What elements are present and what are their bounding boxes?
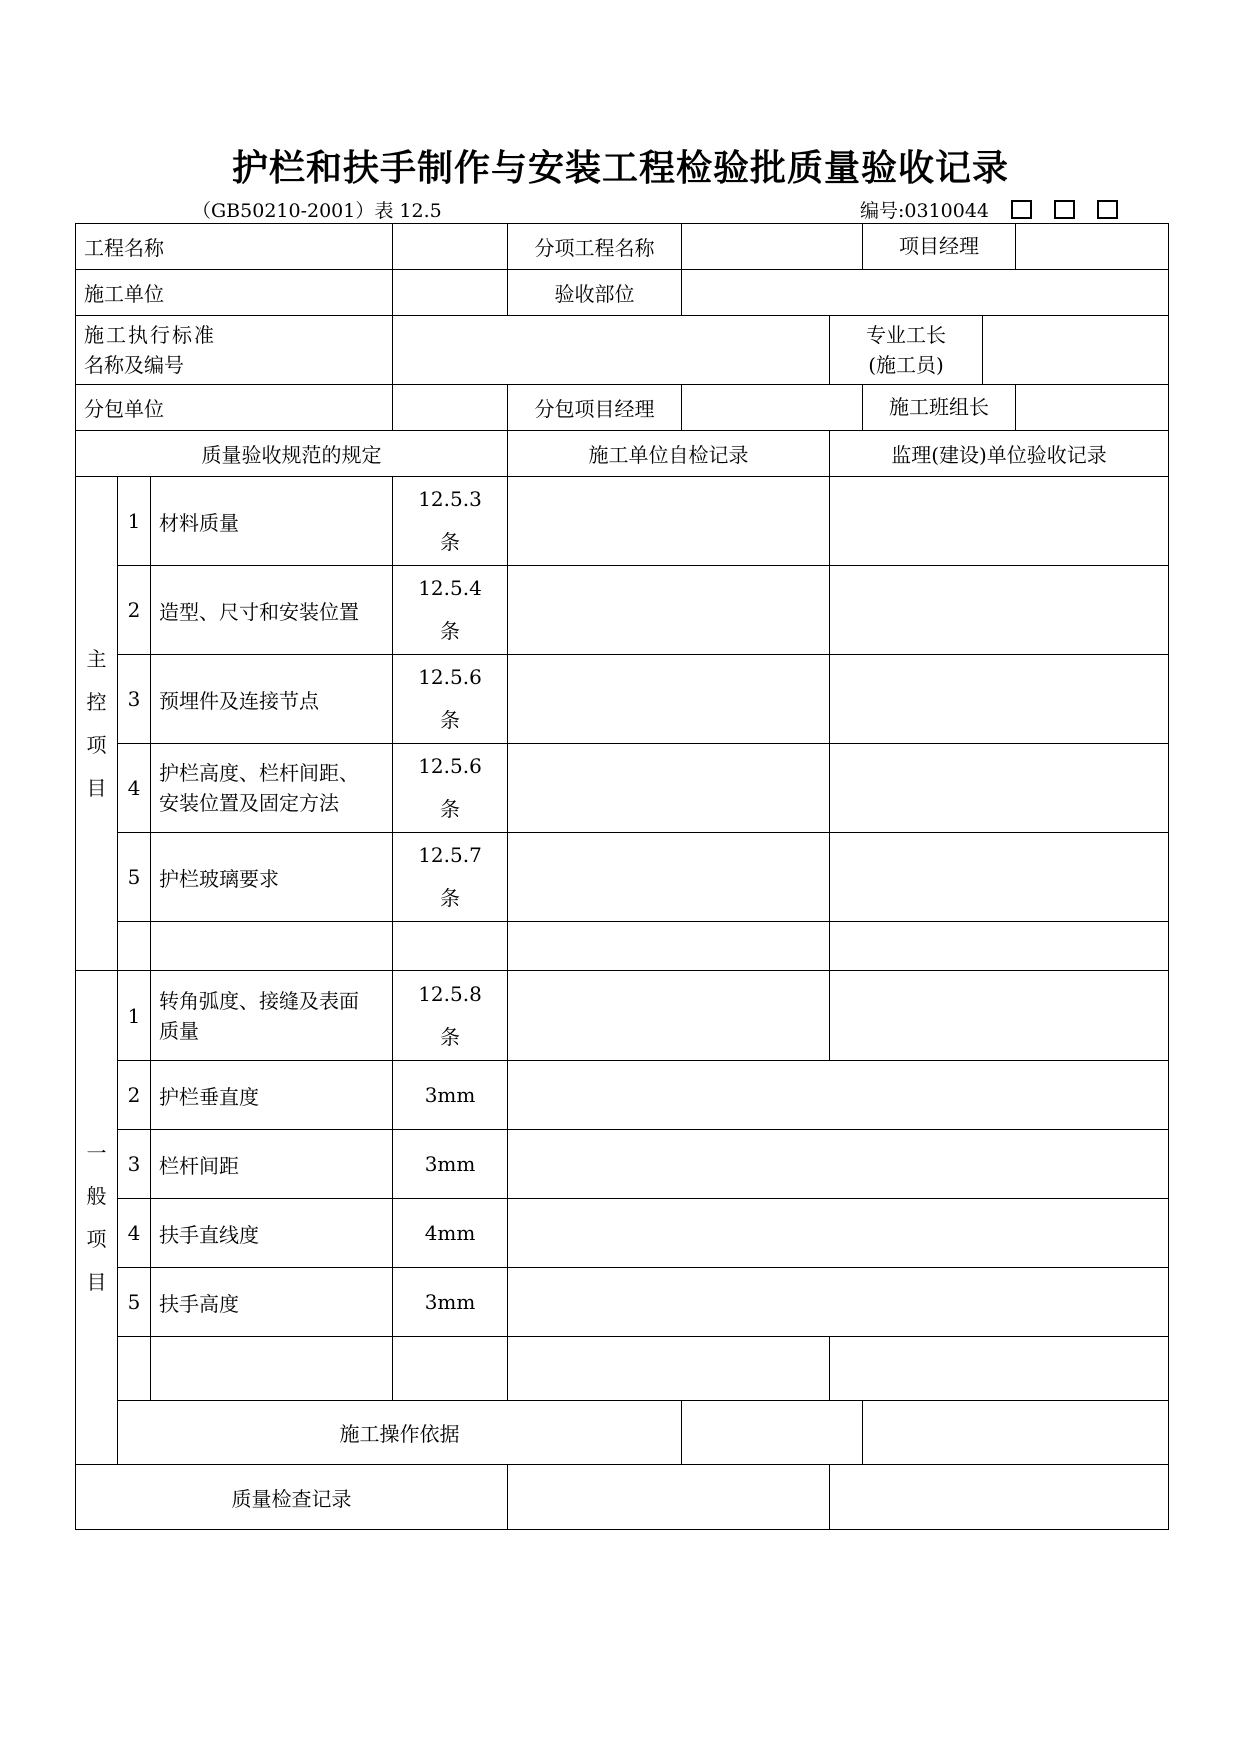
header-spec: 质量验收规范的规定 [76, 431, 508, 477]
label-foreman: 专业工长 (施工员) [830, 316, 983, 384]
main-item-name: 预埋件及连接节点 [151, 655, 393, 744]
value-subcontract-unit[interactable] [393, 385, 508, 431]
form-code-label: 编号:0310044 [860, 200, 990, 222]
empty-supervision[interactable] [830, 922, 1169, 971]
main-item-name: 材料质量 [151, 477, 393, 566]
value-inspection-self[interactable] [508, 1465, 830, 1530]
main-item-self-check[interactable] [508, 655, 830, 744]
main-item-row [76, 477, 1169, 566]
main-item-clause: 12.5.6 条 [393, 655, 508, 744]
main-items-label: 主控项目 [76, 477, 118, 971]
main-item-name: 护栏玻璃要求 [151, 833, 393, 922]
main-item-self-check[interactable] [508, 833, 830, 922]
general-item-name: 护栏垂直度 [151, 1061, 393, 1130]
value-foreman[interactable] [983, 316, 1168, 384]
label-subcontract-pm: 分包项目经理 [508, 385, 682, 431]
label-project-manager: 项目经理 [863, 224, 1016, 269]
main-item-name: 护栏高度、栏杆间距、 安装位置及固定方法 [151, 744, 393, 833]
general-item-no: 3 [118, 1130, 151, 1199]
page-title: 护栏和扶手制作与安装工程检验批质量验收记录 [231, 147, 1009, 189]
measurement-grid[interactable] [508, 1199, 1169, 1268]
row-inspection [76, 1465, 1169, 1530]
empty-name[interactable] [151, 922, 393, 971]
value-project-manager[interactable] [1016, 224, 1168, 269]
empty-clause[interactable] [393, 922, 508, 971]
header-self-check: 施工单位自检记录 [508, 431, 830, 477]
main-item-self-check[interactable] [508, 566, 830, 655]
main-item-row [76, 655, 1169, 744]
team-leader-cell [863, 385, 1169, 431]
main-item-self-check[interactable] [508, 477, 830, 566]
general-item-name: 扶手高度 [151, 1268, 393, 1337]
label-team-leader: 施工班组长 [863, 385, 1016, 430]
main-item-supervision[interactable] [830, 833, 1169, 922]
row-basis [76, 1401, 1169, 1465]
value-acceptance-part[interactable] [682, 270, 1169, 316]
main-item-no: 2 [118, 566, 151, 655]
general-item-tolerance: 4mm [393, 1199, 508, 1268]
empty-clause[interactable] [393, 1337, 508, 1401]
foreman-cell [830, 316, 1169, 385]
main-item-supervision[interactable] [830, 566, 1169, 655]
main-item-self-check[interactable] [508, 744, 830, 833]
empty-self-check[interactable] [508, 1337, 830, 1401]
empty-no [118, 1337, 151, 1401]
general-item-name: 栏杆间距 [151, 1130, 393, 1199]
label-standard: 施工执行标准 名称及编号 [76, 316, 393, 385]
general-item-clause: 12.5.8 条 [393, 971, 508, 1061]
value-sub-project-name[interactable] [682, 224, 863, 270]
main-item-no: 4 [118, 744, 151, 833]
general-item-name: 扶手直线度 [151, 1199, 393, 1268]
row-construction-unit [76, 270, 1169, 316]
general-item-empty-row [76, 1337, 1169, 1401]
main-item-clause: 12.5.4 条 [393, 566, 508, 655]
general-items-label: 一般项目 [76, 971, 118, 1465]
general-item-row [76, 1130, 1169, 1199]
value-basis-supervision[interactable] [863, 1401, 1169, 1465]
label-project-name: 工程名称 [76, 224, 393, 270]
general-item-supervision[interactable] [830, 971, 1169, 1061]
header-supervision: 监理(建设)单位验收记录 [830, 431, 1169, 477]
general-item-tolerance: 3mm [393, 1061, 508, 1130]
label-sub-project-name: 分项工程名称 [508, 224, 682, 270]
general-item-row [76, 1268, 1169, 1337]
project-manager-cell [863, 224, 1169, 270]
label-basis: 施工操作依据 [118, 1401, 682, 1465]
empty-no [118, 922, 151, 971]
label-acceptance-part: 验收部位 [508, 270, 682, 316]
code-box-3[interactable] [1097, 200, 1118, 219]
general-item-row [76, 1199, 1169, 1268]
form-code [860, 196, 1118, 223]
main-item-row [76, 833, 1169, 922]
general-item-no: 5 [118, 1268, 151, 1337]
measurement-grid[interactable] [508, 1061, 1169, 1130]
main-item-no: 3 [118, 655, 151, 744]
row-standard [76, 316, 1169, 385]
main-item-row [76, 744, 1169, 833]
measurement-grid[interactable] [508, 1268, 1169, 1337]
row-subcontract [76, 385, 1169, 431]
empty-supervision[interactable] [830, 1337, 1169, 1401]
main-item-clause: 12.5.6 条 [393, 744, 508, 833]
label-inspection: 质量检查记录 [76, 1465, 508, 1530]
main-item-supervision[interactable] [830, 655, 1169, 744]
value-inspection-supervision[interactable] [830, 1465, 1169, 1530]
row-column-headers [76, 431, 1169, 477]
code-box-2[interactable] [1054, 200, 1075, 219]
code-box-1[interactable] [1011, 200, 1032, 219]
general-item-self-check[interactable] [508, 971, 830, 1061]
main-item-name: 造型、尺寸和安装位置 [151, 566, 393, 655]
general-item-no: 1 [118, 971, 151, 1061]
general-item-row [76, 971, 1169, 1061]
main-item-clause: 12.5.3 条 [393, 477, 508, 566]
acceptance-form-table [75, 223, 1169, 1530]
label-subcontract-unit: 分包单位 [76, 385, 393, 431]
main-item-supervision[interactable] [830, 477, 1169, 566]
value-standard[interactable] [393, 316, 830, 385]
value-team-leader[interactable] [1016, 385, 1168, 430]
row-project [76, 224, 1169, 270]
main-item-row [76, 566, 1169, 655]
standard-reference: （GB50210-2001）表 12.5 [192, 200, 442, 222]
general-item-no: 4 [118, 1199, 151, 1268]
empty-self-check[interactable] [508, 922, 830, 971]
value-project-name[interactable] [393, 224, 508, 270]
value-basis-self[interactable] [682, 1401, 863, 1465]
value-construction-unit[interactable] [393, 270, 508, 316]
measurement-grid[interactable] [508, 1130, 1169, 1199]
value-subcontract-pm[interactable] [682, 385, 863, 431]
main-item-no: 1 [118, 477, 151, 566]
main-item-empty-row [76, 922, 1169, 971]
main-item-clause: 12.5.7 条 [393, 833, 508, 922]
general-item-tolerance: 3mm [393, 1268, 508, 1337]
label-construction-unit: 施工单位 [76, 270, 393, 316]
main-item-no: 5 [118, 833, 151, 922]
general-item-name: 转角弧度、接缝及表面 质量 [151, 971, 393, 1061]
general-item-row [76, 1061, 1169, 1130]
general-item-no: 2 [118, 1061, 151, 1130]
general-item-tolerance: 3mm [393, 1130, 508, 1199]
empty-name[interactable] [151, 1337, 393, 1401]
main-item-supervision[interactable] [830, 744, 1169, 833]
